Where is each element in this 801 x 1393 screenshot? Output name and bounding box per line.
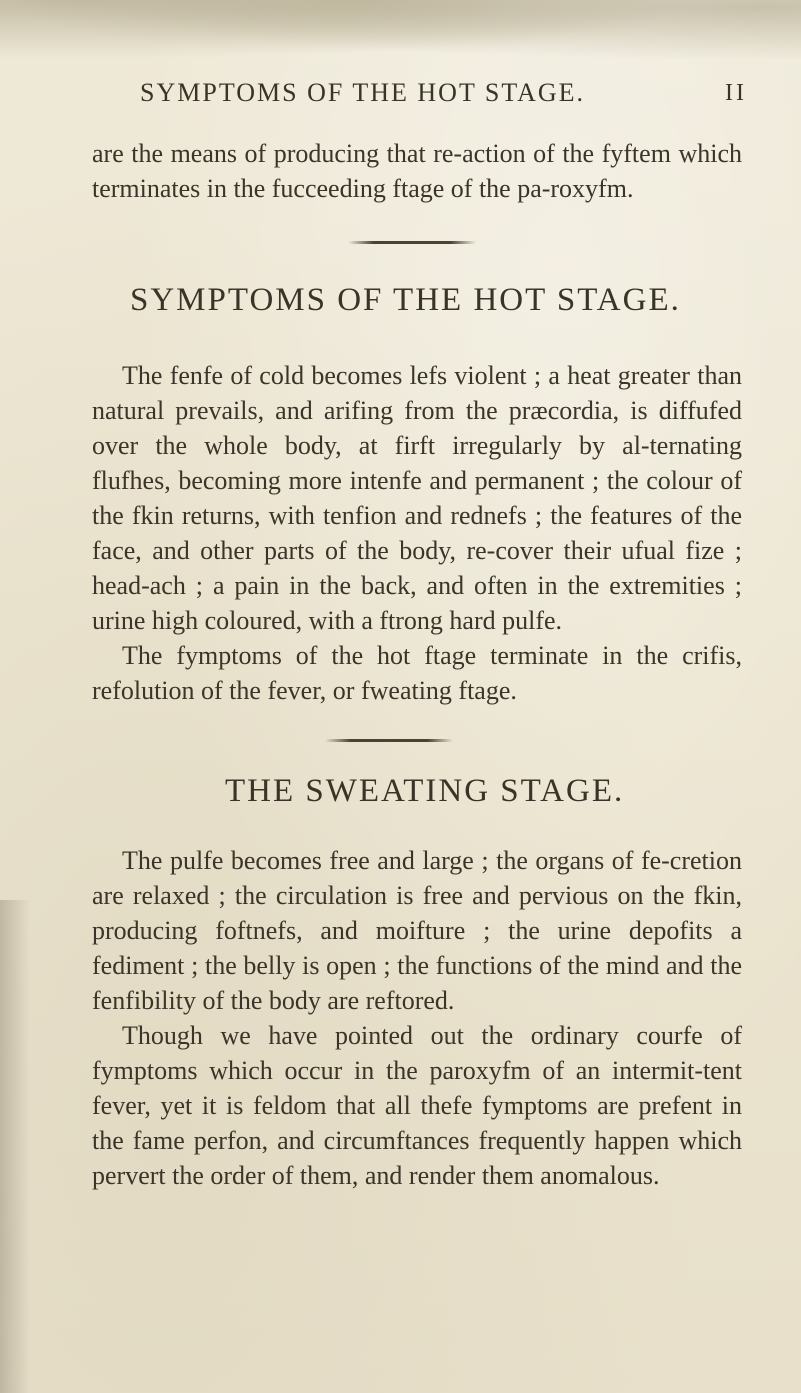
paragraph: The fymptoms of the hot ftage terminate in the crifis, refolution of the fever, or fweating ftage.: [92, 641, 742, 705]
section-divider: [348, 241, 476, 244]
paragraph: are the means of producing that re-action of the fyftem which terminates in the fucceeding ftage of the pa-roxyfm.: [92, 139, 742, 203]
continuation-text: [92, 136, 742, 206]
binding-shadow: [0, 900, 30, 1393]
section-heading-sweating-stage: THE SWEATING STAGE.: [225, 773, 625, 809]
paragraph: The fenfe of cold becomes lefs violent ; a heat greater than natural prevails, and arifing from the præcordia, is diffufed over the whole body, at firft irregularly by al-ternating flufhes, becoming more intenfe and permanent ; the colour of the fkin returns, with tenfion and rednefs ; the features of the face, and other parts of the body, re-cover their ufual fize ; head-ach ; a pain in the back, and often in the extremities ; urine high coloured, with a ftrong hard pulfe.: [92, 361, 742, 635]
running-head: SYMPTOMS OF THE HOT STAGE.: [140, 78, 586, 107]
section-divider: [325, 739, 453, 742]
hot-stage-text: [92, 358, 742, 708]
paper-stain: [0, 0, 801, 70]
paragraph: The pulfe becomes free and large ; the organs of fe-cretion are relaxed ; the circulation is free and pervious on the fkin, producing foftnefs, and moifture ; the urine depofits a fediment ; the belly is open ; the functions of the mind and the fenfibility of the body are reftored.: [92, 846, 742, 1015]
sweating-stage-text: [92, 843, 742, 1193]
section-heading-hot-stage: SYMPTOMS OF THE HOT STAGE.: [130, 282, 681, 318]
paragraph: Though we have pointed out the ordinary courfe of fymptoms which occur in the paroxyfm of an intermit-tent fever, yet it is feldom that all thefe fymptoms are prefent in the fame perfon, and circumftances frequently happen which pervert the order of them, and render them anomalous.: [92, 1021, 742, 1190]
page-number: II: [725, 80, 747, 106]
